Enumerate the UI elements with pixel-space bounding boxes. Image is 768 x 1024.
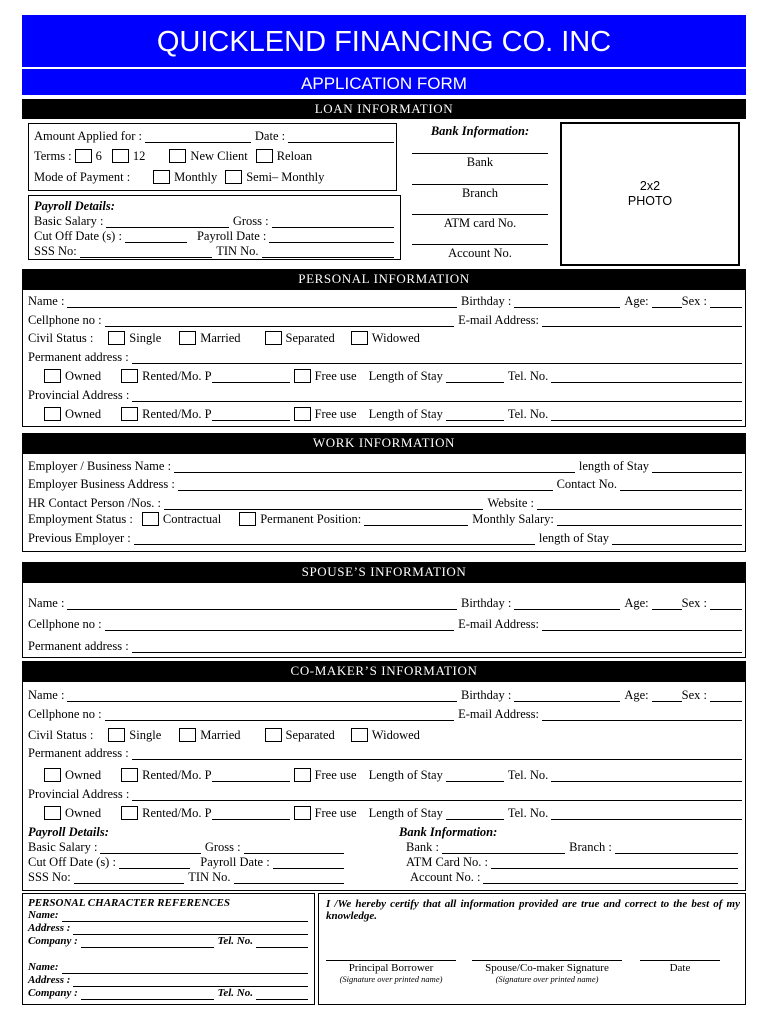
spouse-section-header: SPOUSE’S INFORMATION (22, 562, 746, 582)
comaker-tel-field[interactable] (551, 771, 742, 782)
ref2-company-field[interactable] (81, 989, 214, 1000)
photo-label: PHOTO (627, 194, 673, 208)
ref2-tel-label: Tel. No. (217, 987, 253, 999)
tin-label: TIN No. (216, 244, 259, 258)
sss-label: SSS No: (34, 244, 77, 258)
personal-single-label: Single (129, 331, 162, 345)
comaker-tin-label: TIN No. (188, 870, 231, 884)
comaker-widowed-label: Widowed (371, 728, 420, 742)
comaker-email-label: E-mail Address: (458, 707, 539, 721)
tin-field[interactable] (262, 247, 394, 258)
cert-date-label: Date (669, 962, 691, 974)
company-name: QUICKLEND FINANCING CO. INC (156, 26, 612, 58)
comaker-prov-rented-label: Rented/Mo. P (142, 806, 212, 820)
employer-row (28, 457, 742, 473)
hr-field[interactable] (164, 499, 483, 510)
cutoff-label: Cut Off Date (s) : (34, 229, 122, 243)
personal-cell-field[interactable] (105, 316, 455, 327)
personal-married-checkbox[interactable] (179, 331, 196, 345)
salary-field[interactable] (557, 515, 742, 526)
personal-civil-row (28, 329, 742, 345)
ref1-company-row (28, 935, 308, 948)
website-label: Website : (487, 496, 534, 510)
previous-employer-row (28, 529, 742, 545)
personal-name-row (28, 292, 742, 308)
comaker-account-row (410, 868, 738, 884)
spouse-sig-label: Spouse/Co-maker Signature (485, 962, 609, 974)
personal-sex-label: Sex : (681, 294, 707, 308)
personal-married-label: Married (200, 331, 241, 345)
previous-employer-label: Previous Employer : (28, 531, 131, 545)
personal-birthday-field[interactable] (514, 297, 620, 308)
comaker-prov-owned-label: Owned (65, 806, 102, 820)
ref1-company-label: Company : (28, 935, 78, 947)
comaker-payroll-date-label: Payroll Date : (200, 855, 270, 869)
term-6-label: 6 (95, 149, 102, 163)
spouse-signature-line[interactable] (472, 960, 622, 984)
comaker-widowed-checkbox[interactable] (351, 728, 368, 742)
comaker-name-row (28, 686, 742, 702)
personal-cell-label: Cellphone no : (28, 313, 102, 327)
ref2-address-label: Address : (28, 974, 71, 986)
spouse-birthday-field[interactable] (514, 599, 620, 610)
personal-email-label: E-mail Address: (458, 313, 539, 327)
comaker-basic-salary-label: Basic Salary : (28, 840, 98, 854)
comaker-prov-tel-label: Tel. No. (507, 806, 549, 820)
personal-permanent-label: Permanent address : (28, 350, 129, 364)
monthly-label: Monthly (174, 170, 218, 184)
mode-label: Mode of Payment : (34, 170, 131, 184)
amount-row (34, 127, 394, 143)
personal-name-label: Name : (28, 294, 65, 308)
comaker-freeuse-checkbox[interactable] (294, 768, 311, 782)
atm-label: ATM card No. (443, 216, 517, 230)
reloan-checkbox[interactable] (256, 149, 273, 163)
ref2-name-label: Name: (28, 961, 59, 973)
comaker-permanent-field[interactable] (132, 749, 742, 760)
mode-row (34, 168, 394, 184)
personal-prov-stay-label: Length of Stay (368, 407, 443, 421)
personal-rented-checkbox[interactable] (121, 369, 138, 383)
personal-freeuse-label: Free use (314, 369, 357, 383)
personal-stay-label: Length of Stay (368, 369, 443, 383)
comaker-provincial-field[interactable] (132, 790, 742, 801)
comaker-tel-label: Tel. No. (507, 768, 549, 782)
personal-age-field[interactable] (652, 297, 682, 308)
permanent-checkbox[interactable] (239, 512, 256, 526)
comaker-prov-residence-row (44, 804, 742, 820)
account-field[interactable] (412, 244, 548, 261)
comaker-sss-row (28, 868, 344, 884)
comaker-freeuse-label: Free use (314, 768, 357, 782)
comaker-rented-checkbox[interactable] (121, 768, 138, 782)
comaker-branch-label: Branch : (569, 840, 612, 854)
term-12-label: 12 (132, 149, 146, 163)
date-field[interactable] (288, 132, 394, 143)
personal-provincial-row (28, 386, 742, 402)
comaker-cell-row (28, 705, 742, 721)
personal-cell-row (28, 311, 742, 327)
spouse-age-label: Age: (624, 596, 649, 610)
ref2-address-field[interactable] (73, 976, 308, 987)
work-section-header: WORK INFORMATION (22, 433, 746, 453)
employment-status-label: Employment Status : (28, 512, 133, 526)
comaker-gross-label: Gross : (204, 840, 241, 854)
bank-field[interactable] (412, 153, 548, 170)
personal-widowed-checkbox[interactable] (351, 331, 368, 345)
personal-prov-tel-field[interactable] (551, 410, 742, 421)
spouse-sex-field[interactable] (710, 599, 742, 610)
spouse-permanent-field[interactable] (132, 642, 742, 653)
employer-field[interactable] (174, 462, 575, 473)
personal-sex-field[interactable] (710, 297, 742, 308)
position-field[interactable] (364, 515, 468, 526)
comaker-atm-row (406, 853, 738, 869)
term-6-checkbox[interactable] (75, 149, 92, 163)
employer-address-field[interactable] (178, 480, 553, 491)
website-field[interactable] (537, 499, 742, 510)
date-signature-line[interactable] (640, 960, 720, 974)
atm-field[interactable] (412, 214, 548, 231)
previous-stay-label: length of Stay (538, 531, 609, 545)
comaker-prov-freeuse-label: Free use (314, 806, 357, 820)
spouse-permanent-label: Permanent address : (28, 639, 129, 653)
amount-field[interactable] (145, 132, 251, 143)
comaker-cutoff-label: Cut Off Date (s) : (28, 855, 116, 869)
personal-prov-residence-row (44, 405, 742, 421)
spouse-sig-note: (Signature over printed name) (495, 974, 599, 984)
personal-permanent-row (28, 348, 742, 364)
comaker-prov-rent-field[interactable] (212, 809, 290, 820)
comaker-owned-label: Owned (65, 768, 102, 782)
comaker-age-label: Age: (624, 688, 649, 702)
personal-name-field[interactable] (67, 297, 457, 308)
amount-label: Amount Applied for : (34, 129, 142, 143)
spouse-cell-field[interactable] (105, 620, 455, 631)
comaker-provincial-label: Provincial Address : (28, 787, 130, 801)
personal-widowed-label: Widowed (371, 331, 420, 345)
comaker-prov-rented-checkbox[interactable] (121, 806, 138, 820)
spouse-sex-label: Sex : (681, 596, 707, 610)
employer-address-label: Employer Business Address : (28, 477, 175, 491)
comaker-sex-label: Sex : (681, 688, 707, 702)
ref1-address-label: Address : (28, 922, 71, 934)
personal-owned-checkbox[interactable] (44, 369, 61, 383)
personal-prov-stay-field[interactable] (446, 410, 504, 421)
terms-row (34, 147, 394, 163)
references-title: PERSONAL CHARACTER REFERENCES (28, 897, 230, 909)
comaker-sss-label: SSS No: (28, 870, 71, 884)
form-title: APPLICATION FORM (301, 74, 467, 93)
spouse-birthday-label: Birthday : (460, 596, 512, 610)
branch-label: Branch (461, 186, 499, 200)
gross-label: Gross : (232, 214, 269, 228)
previous-employer-field[interactable] (134, 534, 535, 545)
payroll-title: Payroll Details: (34, 199, 115, 213)
personal-rented-label: Rented/Mo. P (142, 369, 212, 383)
comaker-sss-field[interactable] (74, 873, 184, 884)
principal-note: (Signature over printed name) (339, 974, 443, 984)
personal-tel-field[interactable] (551, 372, 742, 383)
comaker-residence-row (44, 766, 742, 782)
comaker-single-checkbox[interactable] (108, 728, 125, 742)
comaker-prov-tel-field[interactable] (551, 809, 742, 820)
personal-stay-field[interactable] (446, 372, 504, 383)
comaker-cell-field[interactable] (105, 710, 455, 721)
comaker-married-label: Married (200, 728, 241, 742)
spouse-cell-label: Cellphone no : (28, 617, 102, 631)
spouse-permanent-row (28, 637, 742, 653)
basic-salary-row (34, 212, 394, 228)
comaker-atm-label: ATM Card No. : (406, 855, 488, 869)
personal-provincial-label: Provincial Address : (28, 388, 130, 402)
comaker-separated-label: Separated (285, 728, 335, 742)
comaker-birthday-label: Birthday : (460, 688, 512, 702)
employer-address-row (28, 475, 742, 491)
spouse-name-field[interactable] (67, 599, 457, 610)
contractual-checkbox[interactable] (142, 512, 159, 526)
comaker-bank-label: Bank : (406, 840, 439, 854)
personal-tel-label: Tel. No. (507, 369, 549, 383)
cutoff-row (34, 227, 394, 243)
photo-size-label: 2x2 (639, 179, 661, 193)
personal-residence-row (44, 367, 742, 383)
ref1-address-field[interactable] (73, 924, 308, 935)
personal-provincial-field[interactable] (132, 391, 742, 402)
personal-birthday-label: Birthday : (460, 294, 512, 308)
comaker-payroll-title: Payroll Details: (28, 825, 109, 839)
comaker-account-field[interactable] (483, 873, 738, 884)
personal-prov-rented-label: Rented/Mo. P (142, 407, 212, 421)
monthly-checkbox[interactable] (153, 170, 170, 184)
term-12-checkbox[interactable] (112, 149, 129, 163)
bank-label: Bank (466, 155, 494, 169)
comaker-owned-checkbox[interactable] (44, 768, 61, 782)
ref1-tel-label: Tel. No. (217, 935, 253, 947)
employment-status-row (28, 510, 742, 526)
comaker-provincial-row (28, 785, 742, 801)
personal-prov-rent-field[interactable] (212, 410, 290, 421)
comaker-age-field[interactable] (652, 691, 682, 702)
employer-label: Employer / Business Name : (28, 459, 172, 473)
comaker-prov-stay-label: Length of Stay (368, 806, 443, 820)
new-client-label: New Client (190, 149, 248, 163)
ref2-company-label: Company : (28, 987, 78, 999)
ref1-name-field[interactable] (62, 911, 308, 922)
comaker-permanent-row (28, 744, 742, 760)
personal-prov-rented-checkbox[interactable] (121, 407, 138, 421)
personal-prov-tel-label: Tel. No. (507, 407, 549, 421)
ref1-company-field[interactable] (81, 937, 214, 948)
personal-section-header: PERSONAL INFORMATION (22, 269, 746, 289)
photo-box[interactable] (560, 122, 740, 266)
form-title-banner (22, 69, 746, 95)
spouse-name-row (28, 594, 742, 610)
comaker-name-field[interactable] (67, 691, 457, 702)
comaker-section-header: CO-MAKER’S INFORMATION (22, 661, 746, 681)
comaker-stay-field[interactable] (446, 771, 504, 782)
comaker-separated-checkbox[interactable] (265, 728, 282, 742)
contact-field[interactable] (620, 480, 742, 491)
comaker-bank-row (406, 838, 738, 854)
comaker-name-label: Name : (28, 688, 65, 702)
work-stay-field[interactable] (652, 462, 742, 473)
comaker-prov-stay-field[interactable] (446, 809, 504, 820)
sss-row (34, 242, 394, 258)
company-banner (22, 15, 746, 67)
personal-prov-owned-checkbox[interactable] (44, 407, 61, 421)
comaker-birthday-field[interactable] (514, 691, 620, 702)
reloan-label: Reloan (276, 149, 313, 163)
comaker-single-label: Single (129, 728, 162, 742)
permanent-label: Permanent Position: (260, 512, 362, 526)
semi-monthly-label: Semi– Monthly (246, 170, 325, 184)
personal-separated-checkbox[interactable] (265, 331, 282, 345)
ref1-name-label: Name: (28, 909, 59, 921)
hr-label: HR Contact Person /Nos. : (28, 496, 161, 510)
personal-separated-label: Separated (285, 331, 335, 345)
spouse-age-field[interactable] (652, 599, 682, 610)
personal-rent-field[interactable] (212, 372, 290, 383)
spouse-cell-row (28, 615, 742, 631)
comaker-bank-title: Bank Information: (399, 825, 498, 839)
comaker-prov-owned-checkbox[interactable] (44, 806, 61, 820)
comaker-civil-row (28, 726, 742, 742)
certification-text: I /We hereby certify that all information provided are true and correct to the best of my knowledge. (326, 898, 740, 922)
comaker-rent-field[interactable] (212, 771, 290, 782)
salary-label: Monthly Salary: (472, 512, 554, 526)
comaker-married-checkbox[interactable] (179, 728, 196, 742)
loan-section-header: LOAN INFORMATION (22, 99, 746, 119)
terms-label: Terms : (34, 149, 72, 163)
work-stay-label: length of Stay (578, 459, 649, 473)
personal-freeuse-checkbox[interactable] (294, 369, 311, 383)
branch-field[interactable] (412, 184, 548, 201)
previous-stay-field[interactable] (612, 534, 742, 545)
comaker-permanent-label: Permanent address : (28, 746, 129, 760)
principal-signature-line[interactable] (326, 960, 456, 984)
personal-permanent-field[interactable] (132, 353, 742, 364)
payroll-date-label: Payroll Date : (196, 229, 267, 243)
ref1-tel-field[interactable] (256, 937, 308, 948)
basic-salary-label: Basic Salary : (34, 214, 104, 228)
spouse-email-label: E-mail Address: (458, 617, 539, 631)
personal-prov-freeuse-checkbox[interactable] (294, 407, 311, 421)
ref2-company-row (28, 987, 308, 1000)
contractual-label: Contractual (162, 512, 222, 526)
personal-email-field[interactable] (542, 316, 742, 327)
comaker-stay-label: Length of Stay (368, 768, 443, 782)
new-client-checkbox[interactable] (169, 149, 186, 163)
personal-prov-freeuse-label: Free use (314, 407, 357, 421)
comaker-tin-field[interactable] (234, 873, 344, 884)
personal-age-label: Age: (624, 294, 649, 308)
ref2-tel-field[interactable] (256, 989, 308, 1000)
principal-label: Principal Borrower (348, 962, 434, 974)
ref2-name-field[interactable] (62, 963, 308, 974)
comaker-basic-salary-row (28, 838, 344, 854)
semi-monthly-checkbox[interactable] (225, 170, 242, 184)
personal-prov-owned-label: Owned (65, 407, 102, 421)
personal-single-checkbox[interactable] (108, 331, 125, 345)
comaker-email-field[interactable] (542, 710, 742, 721)
comaker-sex-field[interactable] (710, 691, 742, 702)
bank-info-title: Bank Information: (430, 124, 530, 138)
spouse-name-label: Name : (28, 596, 65, 610)
spouse-email-field[interactable] (542, 620, 742, 631)
comaker-prov-freeuse-checkbox[interactable] (294, 806, 311, 820)
personal-civil-label: Civil Status : (28, 331, 94, 345)
contact-label: Contact No. (556, 477, 617, 491)
comaker-cutoff-row (28, 853, 344, 869)
account-label: Account No. (448, 246, 512, 260)
comaker-account-label: Account No. : (410, 870, 481, 884)
comaker-civil-label: Civil Status : (28, 728, 94, 742)
sss-field[interactable] (80, 247, 212, 258)
comaker-rented-label: Rented/Mo. P (142, 768, 212, 782)
personal-owned-label: Owned (65, 369, 102, 383)
hr-row (28, 494, 742, 510)
date-label: Date : (254, 129, 286, 143)
comaker-cell-label: Cellphone no : (28, 707, 102, 721)
